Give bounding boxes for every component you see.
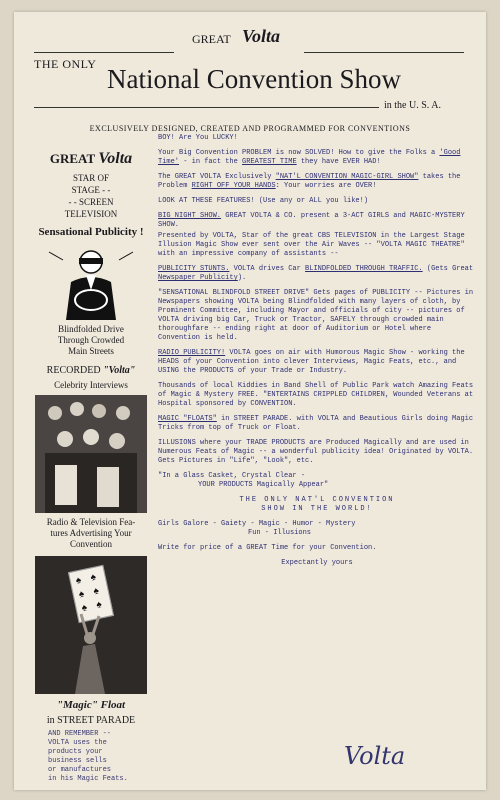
para-write: Write for price of a GREAT Time for your Convention.: [158, 544, 377, 552]
spade-icon: ♠: [92, 585, 100, 598]
header-great: GREAT: [192, 32, 231, 46]
in-usa: in the U. S. A.: [384, 100, 441, 111]
blindfold-driver-illustration: [41, 242, 141, 320]
star-line: TELEVISION: [64, 209, 118, 219]
recorded-volta: [32, 365, 150, 376]
para-magic-floats: MAGIC "FLOATS" in STREET PARADE. with VOLTA and Beautious Girls doing Magic Tricks from top of Truck or Float.: [158, 415, 474, 432]
para-lucky: BOY! Are You LUCKY!: [158, 134, 238, 142]
para-blindfold-drive: "SENSATIONAL BLINDFOLD STREET DRIVE" Gets pages of PUBLICITY -- Pictures in Newspapers showing VOLTA being Blindfolded with many layers of cloth, by Prominent Committee, including Mayor and officials of city -- pictures of VOLTA driving big Car, Truck or Tractor, SAFELY through crowded main thoroughfare -- ending right at door of Auditorium or Hotel where Convention is held.: [158, 289, 474, 342]
radio-caption: Radio & Television Fea- tures Advertising Your Convention: [46, 517, 136, 549]
para-kiddies: Thousands of local Kiddies in Band Shell of Public Park watch Amazing Feats of Magic & Mystery FREE. "ENTERTAINS CRIPPLED CHILDREN, Wounded Veterans at Hospital sponsored by CONVENTION.: [158, 382, 474, 408]
para-presented: Presented by VOLTA, Star of the great CBS TELEVISION in the Largest Stage Illusion Magic Show ever sent over the Air Waves -- "VOLTA MAGIC THEATRE" with an impressive company of assistants --: [158, 232, 465, 258]
header-rule-right: [304, 52, 464, 53]
street-parade-label: in STREET PARADE: [46, 715, 136, 726]
header: [14, 12, 486, 133]
page-title: National Convention Show: [107, 64, 401, 94]
sensational-publicity: Sensational Publicity !: [38, 226, 144, 238]
para-publicity-stunts: PUBLICITY STUNTS. VOLTA drives Car BLINDFOLDED THROUGH TRAFFIC. (Gets Great Newspaper Publicity).: [158, 265, 474, 282]
para-look-features: LOOK AT THESE FEATURES! (Use any or ALL you like!): [158, 197, 369, 205]
interview-photo-image: [35, 395, 147, 513]
star-line: STAR OF: [72, 173, 110, 183]
blindfold-caption: Blindfolded Drive Through Crowded Main Streets: [57, 324, 125, 356]
recorded-volta-label: "Volta": [103, 365, 136, 376]
sidebar-great: GREAT: [49, 151, 96, 166]
para-big-night-show: BIG NIGHT SHOW. GREAT VOLTA & CO. present a 3-ACT GIRLS and MAGIC-MYSTERY SHOW.: [158, 212, 465, 229]
spade-icon: ♠: [95, 599, 103, 611]
star-of-stage: [32, 172, 150, 220]
sidebar: [32, 150, 150, 726]
para-radio-publicity: RADIO PUBLICITY! VOLTA goes on air with Humorous Magic Show - working the HEADS of your Convention into clever Interviews, Magic Feats, etc., and USING the PRODUCTS of your Trade or Industry.: [158, 349, 465, 375]
the-only: THE ONLY: [34, 57, 97, 71]
sidebar-volta: Volta: [98, 150, 133, 167]
header-rule-left: [34, 52, 174, 53]
para-glass-casket: "In a Glass Casket, Crystal Clear - YOUR PRODUCTS Magically Appear": [158, 472, 329, 489]
star-line: - - SCREEN: [68, 197, 114, 207]
magic-float-photo: [35, 556, 147, 694]
header-volta: Volta: [242, 26, 281, 46]
recorded-label: RECORDED: [46, 365, 101, 376]
flyer-sheet: [14, 12, 486, 790]
and-remember-note: AND REMEMBER -- VOLTA uses the products your business sells or manufactures in his Magic Feats.: [48, 730, 128, 783]
sidebar-great-volta: [32, 150, 150, 168]
header-rule-bottom: [34, 107, 379, 108]
para-expectantly: Expectantly yours: [281, 559, 353, 567]
spade-icon: ♠: [80, 602, 89, 615]
para-only-show: THE ONLY NAT'L CONVENTION SHOW IN THE WORLD!: [239, 496, 395, 513]
signature: Volta: [344, 742, 406, 770]
celebrity-interviews: Celebrity Interviews: [54, 380, 128, 390]
para-illusions: ILLUSIONS where your TRADE PRODUCTS are Produced Magically and are used in Numerous Feats of Magic -- a wonderful publicity idea! Originated by VOLTA. Gets Pictures in "Life", "Look", etc.: [158, 439, 474, 465]
spade-icon: ♠: [77, 588, 86, 601]
main-text: [158, 134, 476, 574]
magic-float-label: "Magic" Float: [56, 699, 126, 711]
para-magic-girl-show: The GREAT VOLTA Exclusively "NAT'L CONVENTION MAGIC-GIRL SHOW" takes the Problem RIGHT OFF YOUR HANDS: Your worries are OVER!: [158, 173, 461, 190]
para-problem: Your Big Convention PROBLEM is now SOLVED! How to give the Folks a 'Good Time' - in fact the GREATEST TIME they have EVER HAD!: [158, 149, 461, 166]
interview-photo: [35, 395, 147, 513]
para-girls-galore: Girls Galore - Gaiety - Magic - Humor - Mystery Fun - Illusions: [158, 520, 356, 537]
exclusively-line: EXCLUSIVELY DESIGNED, CREATED AND PROGRAMMED FOR CONVENTIONS: [89, 124, 411, 133]
spade-icon: ♠: [74, 574, 83, 587]
spade-icon: ♠: [89, 571, 98, 584]
float-figures: [35, 556, 147, 694]
star-line: STAGE - -: [71, 185, 111, 195]
